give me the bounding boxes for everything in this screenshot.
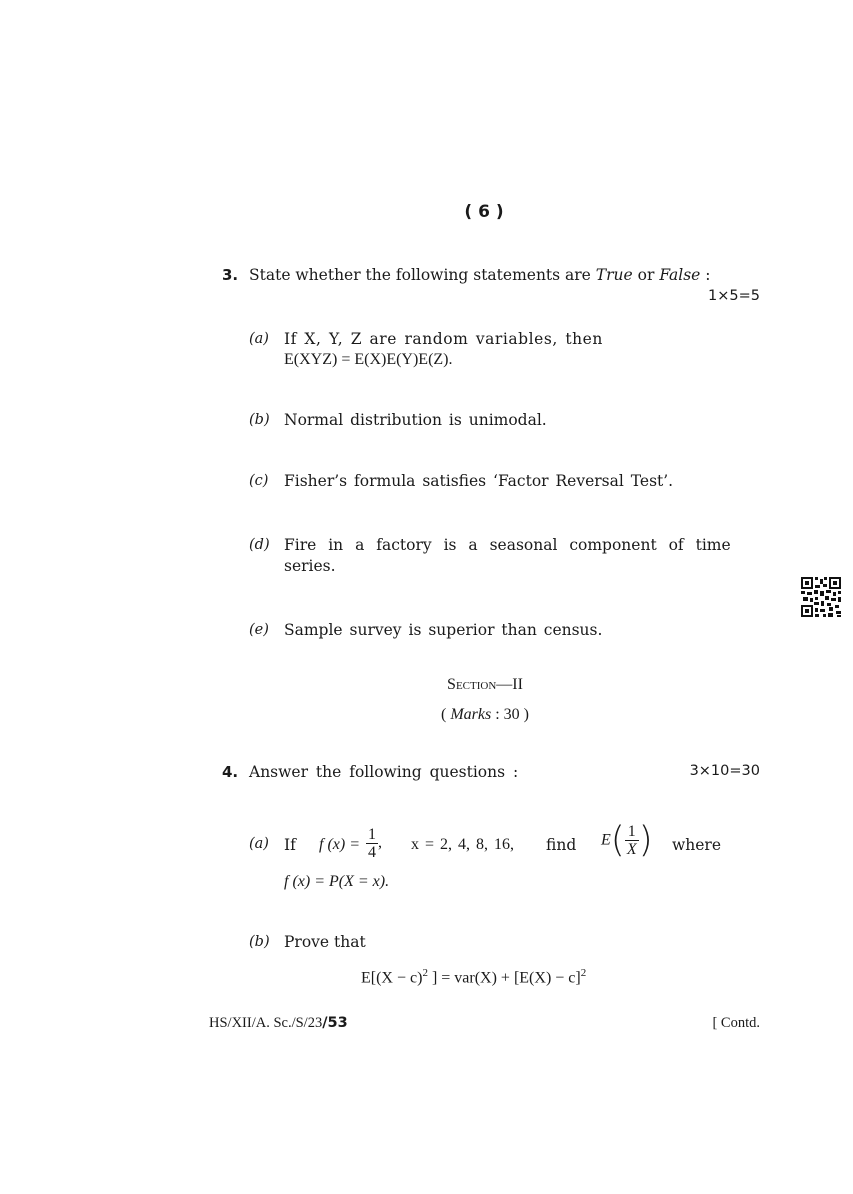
question-4-marks: 3×10=30: [689, 763, 760, 779]
q3-item-a-line1: If X, Y, Z are random variables, then: [284, 330, 603, 348]
q3-stem-or: or: [632, 266, 660, 284]
q4-b-formula-left: E[(X − c): [361, 969, 423, 987]
q4-a-fx-text: f (x) =: [319, 836, 360, 853]
q3-item-e-text: Sample survey is superior than census.: [284, 621, 603, 639]
q4-a-where: where: [672, 836, 722, 854]
q3-stem-text: State whether the following statements are: [249, 266, 596, 284]
section-marks: [385, 706, 585, 724]
qr-code-icon: [801, 577, 841, 617]
question-3-stem: [249, 265, 711, 286]
q3-item-d-line1: Fire in a factory is a seasonal component of time: [284, 536, 731, 554]
q4-a-fx: [319, 836, 360, 854]
q3-item-label: (e): [249, 622, 269, 638]
question-4-number: 4.: [222, 763, 239, 781]
q4-a-expectation: [601, 819, 653, 861]
q3-item-b-text: Normal distribution is unimodal.: [284, 411, 547, 429]
q4-a-inner-den: X: [626, 841, 637, 858]
q3-item-c-text: Fisher’s formula satisfies ‘Factor Reversal Test’.: [284, 472, 674, 490]
q4-a-fraction-den: 4: [368, 844, 376, 861]
q4-a-fraction-num: 1: [368, 826, 376, 843]
q4-a-xvals: x = 2, 4, 8, 16,: [411, 836, 515, 853]
q4-a-inner-num: 1: [625, 823, 639, 841]
question-3-number: 3.: [222, 266, 239, 284]
q4-item-label: (b): [249, 934, 270, 950]
section-title: Section—II: [447, 676, 523, 693]
right-paren: ): [638, 819, 653, 861]
q4-b-sup1: 2: [422, 967, 428, 979]
q3-stem-true: True: [595, 266, 633, 284]
q3-item-label: (c): [249, 473, 269, 489]
q4-a-find: find: [546, 836, 577, 854]
q4-a-E: E: [601, 831, 611, 849]
q3-stem-false: False: [659, 266, 701, 284]
question-4-stem: Answer the following questions :: [249, 763, 519, 781]
q4-a-comma: ,: [378, 834, 382, 852]
paper-code-bold: /53: [322, 1015, 348, 1031]
q4-item-label: (a): [249, 836, 269, 852]
section-marks-value: : 30 ): [491, 706, 529, 723]
section-marks-word: Marks: [450, 706, 492, 723]
left-paren: (: [610, 819, 625, 861]
paper-code-plain: HS/XII/A. Sc./S/23: [209, 1015, 323, 1031]
continued-note: [ Contd.: [712, 1015, 760, 1031]
question-3-marks: 1×5=5: [708, 288, 760, 304]
q4-b-sup2: 2: [580, 967, 587, 979]
q4-a-if: If: [284, 836, 296, 854]
q3-item-label: (d): [249, 537, 270, 553]
q4-a-fraction: [366, 826, 382, 861]
q4-a-line2: [284, 873, 389, 891]
q4-a-line2-text: f (x) = P(X = x).: [284, 873, 390, 890]
paper-code: [209, 1015, 348, 1032]
q4-b-text: Prove that: [284, 933, 366, 951]
q3-item-d-line2: series.: [284, 557, 336, 575]
q4-b-formula-right: ] = var(X) + [E(X) − c]: [427, 969, 581, 987]
page-number: ( 6 ): [464, 202, 504, 222]
q3-stem-colon: :: [700, 266, 711, 284]
q3-item-label: (b): [249, 412, 270, 428]
q4-b-formula: [361, 967, 586, 987]
q3-item-a-line2: E(XYZ) = E(X)E(Y)E(Z).: [284, 351, 453, 368]
q3-item-label: (a): [249, 331, 269, 347]
section-marks-open: (: [441, 706, 451, 723]
